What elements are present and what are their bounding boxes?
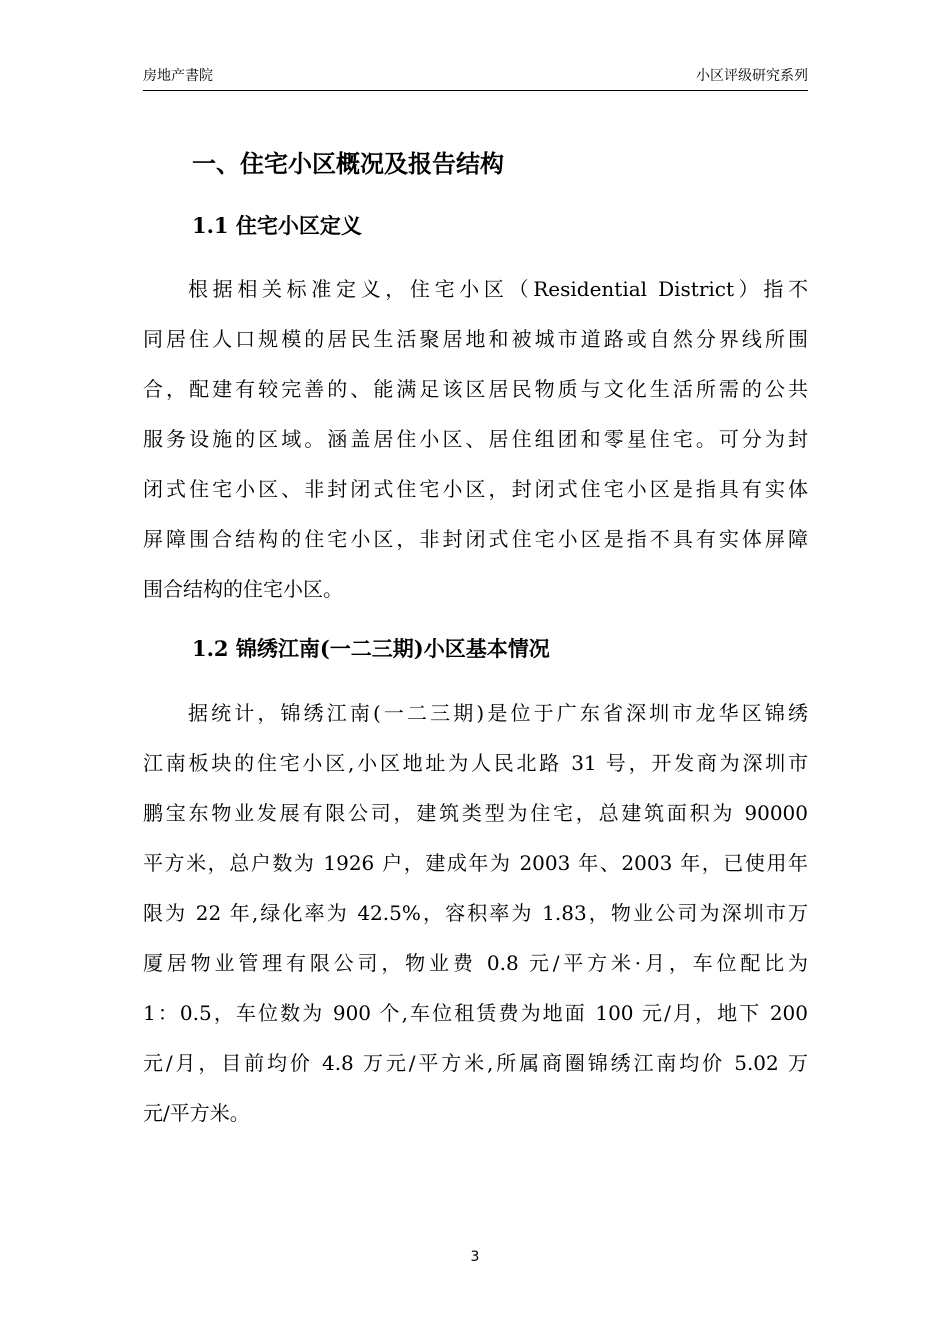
paragraph-line: 同居住人口规模的居民生活聚居地和被城市道路或自然分界线所围 (143, 327, 808, 351)
header-series-title: 小区评级研究系列 (696, 68, 808, 84)
paragraph-line: 平方米，总户数为 1926 户，建成年为 2003 年、2003 年，已使用年 (143, 851, 808, 875)
paragraph-line: 据统计，锦绣江南(一二三期)是位于广东省深圳市龙华区锦绣 (188, 701, 808, 725)
paragraph-line: 1：0.5，车位数为 900 个,车位租赁费为地面 100 元/月，地下 200 (143, 1001, 808, 1025)
paragraph-line: 根据相关标准定义，住宅小区（Residential District）指不 (188, 277, 808, 301)
paragraph-line: 闭式住宅小区、非封闭式住宅小区，封闭式住宅小区是指具有实体 (143, 477, 808, 501)
section-heading: 一、住宅小区概况及报告结构 (192, 149, 504, 178)
paragraph-line: 限为 22 年,绿化率为 42.5%，容积率为 1.83，物业公司为深圳市万 (143, 901, 808, 925)
page-number: 3 (470, 1249, 480, 1265)
paragraph-line: 元/平方米。 (143, 1101, 250, 1125)
paragraph-line: 屏障围合结构的住宅小区，非封闭式住宅小区是指不具有实体屏障 (143, 527, 808, 551)
paragraph-line: 围合结构的住宅小区。 (143, 577, 343, 601)
page-header (143, 66, 808, 91)
paragraph-line: 厦居物业管理有限公司，物业费 0.8 元/平方米·月，车位配比为 (143, 951, 808, 975)
paragraph-line: 江南板块的住宅小区,小区地址为人民北路 31 号，开发商为深圳市 (143, 751, 808, 775)
paragraph-line: 元/月，目前均价 4.8 万元/平方米,所属商圈锦绣江南均价 5.02 万 (143, 1051, 808, 1075)
definition-paragraph (143, 264, 808, 614)
community-info-paragraph (143, 688, 808, 1138)
subsection-heading-definition: 1.1 住宅小区定义 (192, 213, 362, 238)
header-publisher: 房地产書院 (143, 68, 213, 84)
subsection-heading-community-info: 1.2 锦绣江南(一二三期)小区基本情况 (192, 636, 550, 661)
paragraph-line: 合，配建有较完善的、能满足该区居民物质与文化生活所需的公共 (143, 377, 808, 401)
paragraph-line: 鹏宝东物业发展有限公司，建筑类型为住宅，总建筑面积为 90000 (143, 801, 808, 825)
paragraph-line: 服务设施的区域。涵盖居住小区、居住组团和零星住宅。可分为封 (143, 427, 808, 451)
